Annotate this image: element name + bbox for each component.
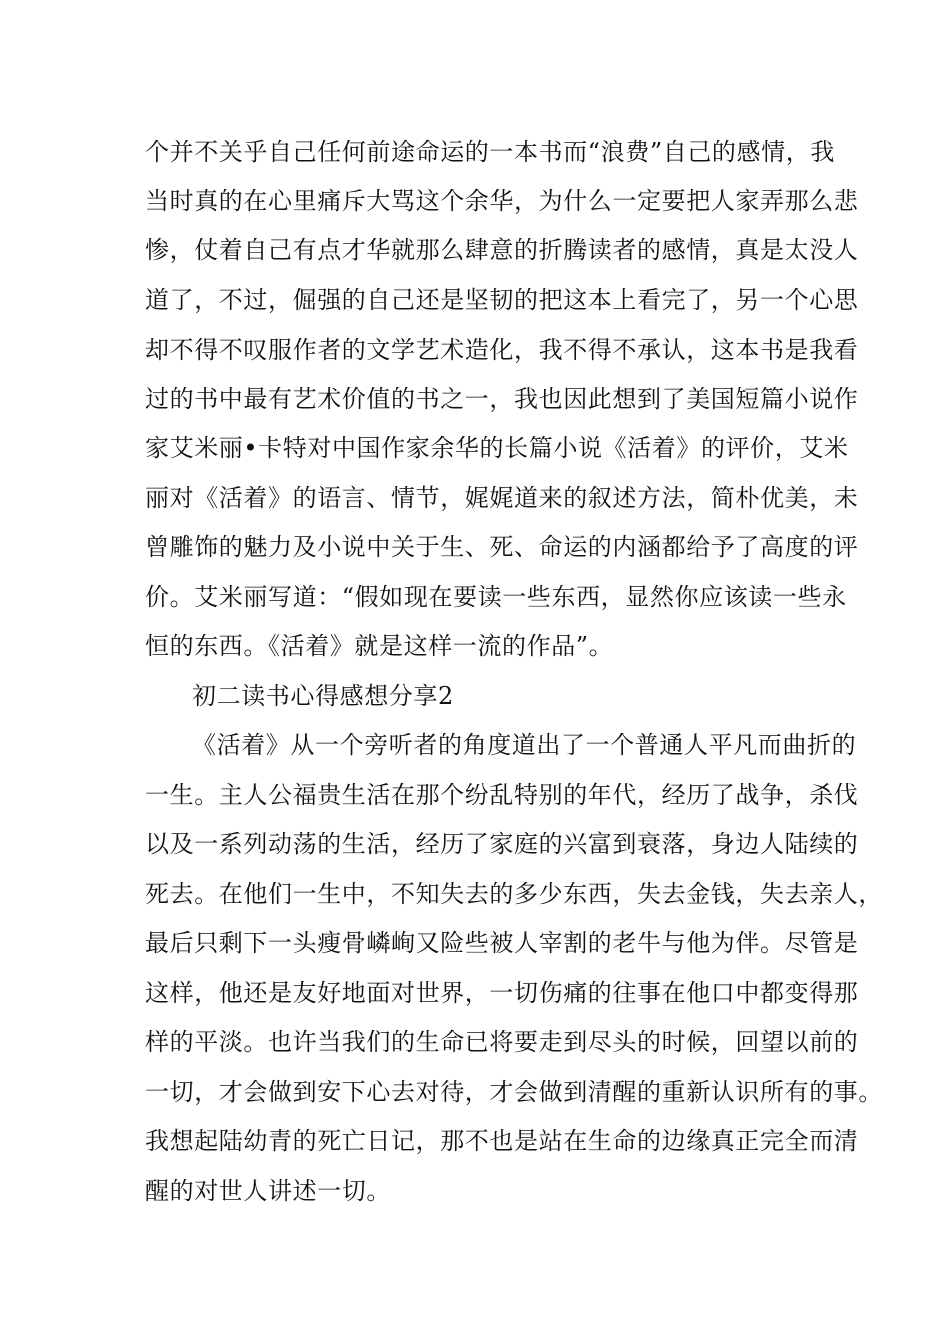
paragraph-2-line: 我想起陆幼青的死亡日记，那不也是站在生命的边缘真正完全而清	[145, 1127, 859, 1155]
paragraph-2-line: 《活着》从一个旁听者的角度道出了一个普通人平凡而曲折的	[192, 731, 857, 759]
paragraph-1-line: 过的书中最有艺术价值的书之一，我也因此想到了美国短篇小说作	[145, 385, 859, 413]
paragraph-2-line: 最后只剩下一头瘦骨嶙峋又险些被人宰割的老牛与他为伴。尽管是	[145, 929, 859, 957]
paragraph-2-line: 死去。在他们一生中，不知失去的多少东西，失去金钱，失去亲人，	[145, 880, 883, 908]
paragraph-1-line: 当时真的在心里痛斥大骂这个余华，为什么一定要把人家弄那么悲	[145, 187, 859, 215]
paragraph-1-line: 恒的东西。《活着》就是这样一流的作品”。	[145, 632, 614, 660]
paragraph-2-line: 醒的对世人讲述一切。	[145, 1177, 391, 1205]
paragraph-2-line: 一切，才会做到安下心去对待，才会做到清醒的重新认识所有的事。	[145, 1078, 883, 1106]
paragraph-2-line: 这样，他还是友好地面对世界，一切伤痛的往事在他口中都变得那	[145, 979, 859, 1007]
paragraph-1-line: 丽对《活着》的语言、情节，娓娓道来的叙述方法，简朴优美，未	[145, 484, 859, 512]
paragraph-1-line: 曾雕饰的魅力及小说中关于生、死、命运的内涵都给予了高度的评	[145, 533, 859, 561]
section-heading: 初二读书心得感想分享2	[192, 682, 454, 710]
paragraph-1-line: 价。艾米丽写道：“假如现在要读一些东西，显然你应该读一些永	[145, 583, 847, 611]
paragraph-1-line: 道了，不过，倔强的自己还是坚韧的把这本上看完了，另一个心思	[145, 286, 859, 314]
paragraph-1-line: 惨，仗着自己有点才华就那么肆意的折腾读者的感情，真是太没人	[145, 236, 859, 264]
paragraph-2-line: 一生。主人公福贵生活在那个纷乱特别的年代，经历了战争，杀伐	[145, 781, 859, 809]
paragraph-1-line: 家艾米丽•卡特对中国作家余华的长篇小说《活着》的评价，艾米	[145, 434, 849, 462]
paragraph-1-line: 个并不关乎自己任何前途命运的一本书而“浪费”自己的感情，我	[145, 138, 835, 166]
paragraph-1-line: 却不得不叹服作者的文学艺术造化，我不得不承认，这本书是我看	[145, 336, 859, 364]
paragraph-2-line: 样的平淡。也许当我们的生命已将要走到尽头的时候，回望以前的	[145, 1028, 859, 1056]
paragraph-2-line: 以及一系列动荡的生活，经历了家庭的兴富到衰落，身边人陆续的	[145, 830, 859, 858]
